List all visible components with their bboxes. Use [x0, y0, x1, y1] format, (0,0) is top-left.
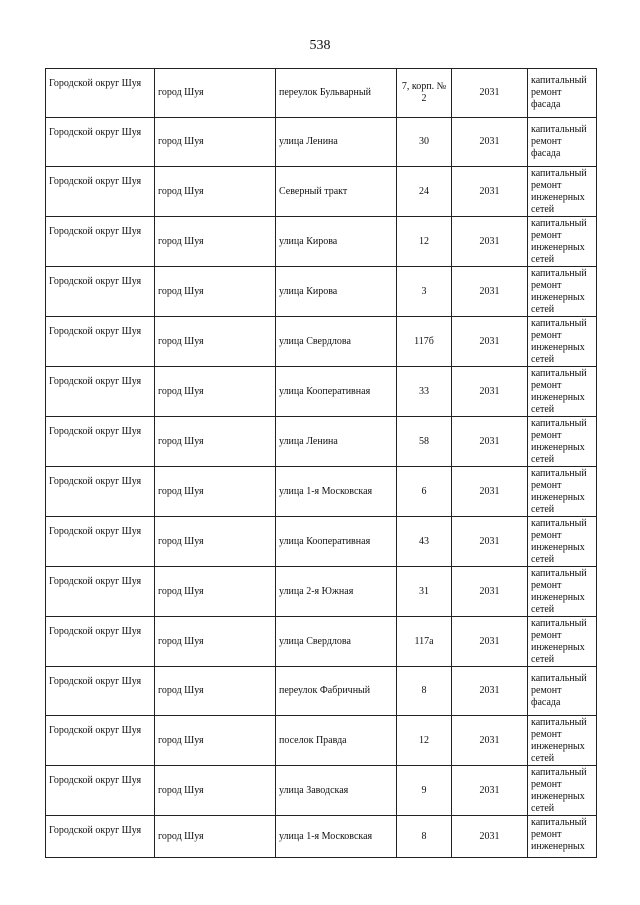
cell-district: Городской округ Шуя	[46, 118, 155, 167]
table-row	[46, 69, 597, 118]
cell-year: 2031	[452, 69, 528, 118]
table-row	[46, 617, 597, 667]
cell-year: 2031	[452, 816, 528, 858]
cell-house-number: 3	[397, 267, 452, 317]
cell-district: Городской округ Шуя	[46, 267, 155, 317]
cell-city: город Шуя	[155, 267, 276, 317]
cell-house-number: 117б	[397, 317, 452, 367]
table-body	[46, 69, 597, 858]
cell-district: Городской округ Шуя	[46, 69, 155, 118]
cell-street: улица Кирова	[276, 217, 397, 267]
cell-house-number: 6	[397, 467, 452, 517]
table-row	[46, 667, 597, 716]
cell-street: переулок Фабричный	[276, 667, 397, 716]
table-row	[46, 517, 597, 567]
cell-year: 2031	[452, 217, 528, 267]
cell-work-type: капитальный ремонт инженерных сетей	[528, 716, 597, 766]
cell-district: Городской округ Шуя	[46, 167, 155, 217]
cell-year: 2031	[452, 467, 528, 517]
cell-street: улица Кирова	[276, 267, 397, 317]
cell-year: 2031	[452, 667, 528, 716]
cell-street: улица Свердлова	[276, 617, 397, 667]
table-row	[46, 367, 597, 417]
cell-work-type: капитальный ремонт фасада	[528, 667, 597, 716]
cell-city: город Шуя	[155, 617, 276, 667]
cell-work-type: капитальный ремонт инженерных сетей	[528, 167, 597, 217]
cell-street: улица Свердлова	[276, 317, 397, 367]
cell-district: Городской округ Шуя	[46, 367, 155, 417]
cell-street: улица Кооперативная	[276, 367, 397, 417]
cell-city: город Шуя	[155, 367, 276, 417]
cell-house-number: 24	[397, 167, 452, 217]
table-row	[46, 766, 597, 816]
cell-work-type: капитальный ремонт фасада	[528, 69, 597, 118]
cell-street: улица Ленина	[276, 118, 397, 167]
page-number: 538	[309, 38, 331, 53]
cell-work-type: капитальный ремонт инженерных сетей	[528, 217, 597, 267]
cell-house-number: 12	[397, 716, 452, 766]
table-row	[46, 816, 597, 858]
cell-house-number: 7, корп. № 2	[397, 69, 452, 118]
cell-house-number: 8	[397, 816, 452, 858]
table-row	[46, 567, 597, 617]
table-row	[46, 417, 597, 467]
cell-street: Северный тракт	[276, 167, 397, 217]
cell-work-type: капитальный ремонт фасада	[528, 118, 597, 167]
cell-work-type: капитальный ремонт инженерных сетей	[528, 517, 597, 567]
cell-district: Городской округ Шуя	[46, 217, 155, 267]
cell-city: город Шуя	[155, 517, 276, 567]
cell-city: город Шуя	[155, 467, 276, 517]
cell-street: улица Заводская	[276, 766, 397, 816]
cell-house-number: 43	[397, 517, 452, 567]
cell-year: 2031	[452, 118, 528, 167]
cell-street: улица 1-я Московская	[276, 467, 397, 517]
cell-house-number: 9	[397, 766, 452, 816]
cell-year: 2031	[452, 617, 528, 667]
cell-city: город Шуя	[155, 317, 276, 367]
cell-district: Городской округ Шуя	[46, 317, 155, 367]
cell-street: улица Ленина	[276, 417, 397, 467]
cell-district: Городской округ Шуя	[46, 716, 155, 766]
table-row	[46, 217, 597, 267]
cell-work-type: капитальный ремонт инженерных сетей	[528, 317, 597, 367]
cell-city: город Шуя	[155, 69, 276, 118]
cell-work-type: капитальный ремонт инженерных сетей	[528, 467, 597, 517]
cell-district: Городской округ Шуя	[46, 567, 155, 617]
cell-city: город Шуя	[155, 567, 276, 617]
cell-street: улица Кооперативная	[276, 517, 397, 567]
cell-house-number: 117а	[397, 617, 452, 667]
cell-city: город Шуя	[155, 217, 276, 267]
table-row	[46, 167, 597, 217]
cell-street: поселок Правда	[276, 716, 397, 766]
cell-city: город Шуя	[155, 816, 276, 858]
cell-work-type: капитальный ремонт инженерных сетей	[528, 267, 597, 317]
cell-work-type: капитальный ремонт инженерных сетей	[528, 617, 597, 667]
cell-city: город Шуя	[155, 118, 276, 167]
cell-city: город Шуя	[155, 417, 276, 467]
cell-district: Городской округ Шуя	[46, 517, 155, 567]
cell-year: 2031	[452, 417, 528, 467]
cell-street: улица 1-я Московская	[276, 816, 397, 858]
cell-city: город Шуя	[155, 766, 276, 816]
cell-year: 2031	[452, 716, 528, 766]
table-row	[46, 267, 597, 317]
housing-repair-table	[45, 68, 597, 858]
cell-street: переулок Бульварный	[276, 69, 397, 118]
cell-city: город Шуя	[155, 167, 276, 217]
cell-year: 2031	[452, 317, 528, 367]
cell-district: Городской округ Шуя	[46, 766, 155, 816]
cell-year: 2031	[452, 167, 528, 217]
table-row	[46, 317, 597, 367]
cell-district: Городской округ Шуя	[46, 617, 155, 667]
cell-house-number: 58	[397, 417, 452, 467]
cell-year: 2031	[452, 367, 528, 417]
cell-street: улица 2-я Южная	[276, 567, 397, 617]
table-row	[46, 716, 597, 766]
cell-district: Городской округ Шуя	[46, 417, 155, 467]
cell-work-type: капитальный ремонт инженерных сетей	[528, 367, 597, 417]
cell-work-type: капитальный ремонт инженерных	[528, 816, 597, 858]
cell-district: Городской округ Шуя	[46, 816, 155, 858]
cell-year: 2031	[452, 766, 528, 816]
cell-city: город Шуя	[155, 716, 276, 766]
cell-district: Городской округ Шуя	[46, 667, 155, 716]
cell-work-type: капитальный ремонт инженерных сетей	[528, 417, 597, 467]
cell-city: город Шуя	[155, 667, 276, 716]
cell-house-number: 12	[397, 217, 452, 267]
cell-district: Городской округ Шуя	[46, 467, 155, 517]
cell-house-number: 31	[397, 567, 452, 617]
cell-work-type: капитальный ремонт инженерных сетей	[528, 567, 597, 617]
cell-work-type: капитальный ремонт инженерных сетей	[528, 766, 597, 816]
table-row	[46, 467, 597, 517]
table-row	[46, 118, 597, 167]
cell-year: 2031	[452, 267, 528, 317]
cell-year: 2031	[452, 567, 528, 617]
cell-house-number: 33	[397, 367, 452, 417]
cell-house-number: 30	[397, 118, 452, 167]
cell-house-number: 8	[397, 667, 452, 716]
cell-year: 2031	[452, 517, 528, 567]
